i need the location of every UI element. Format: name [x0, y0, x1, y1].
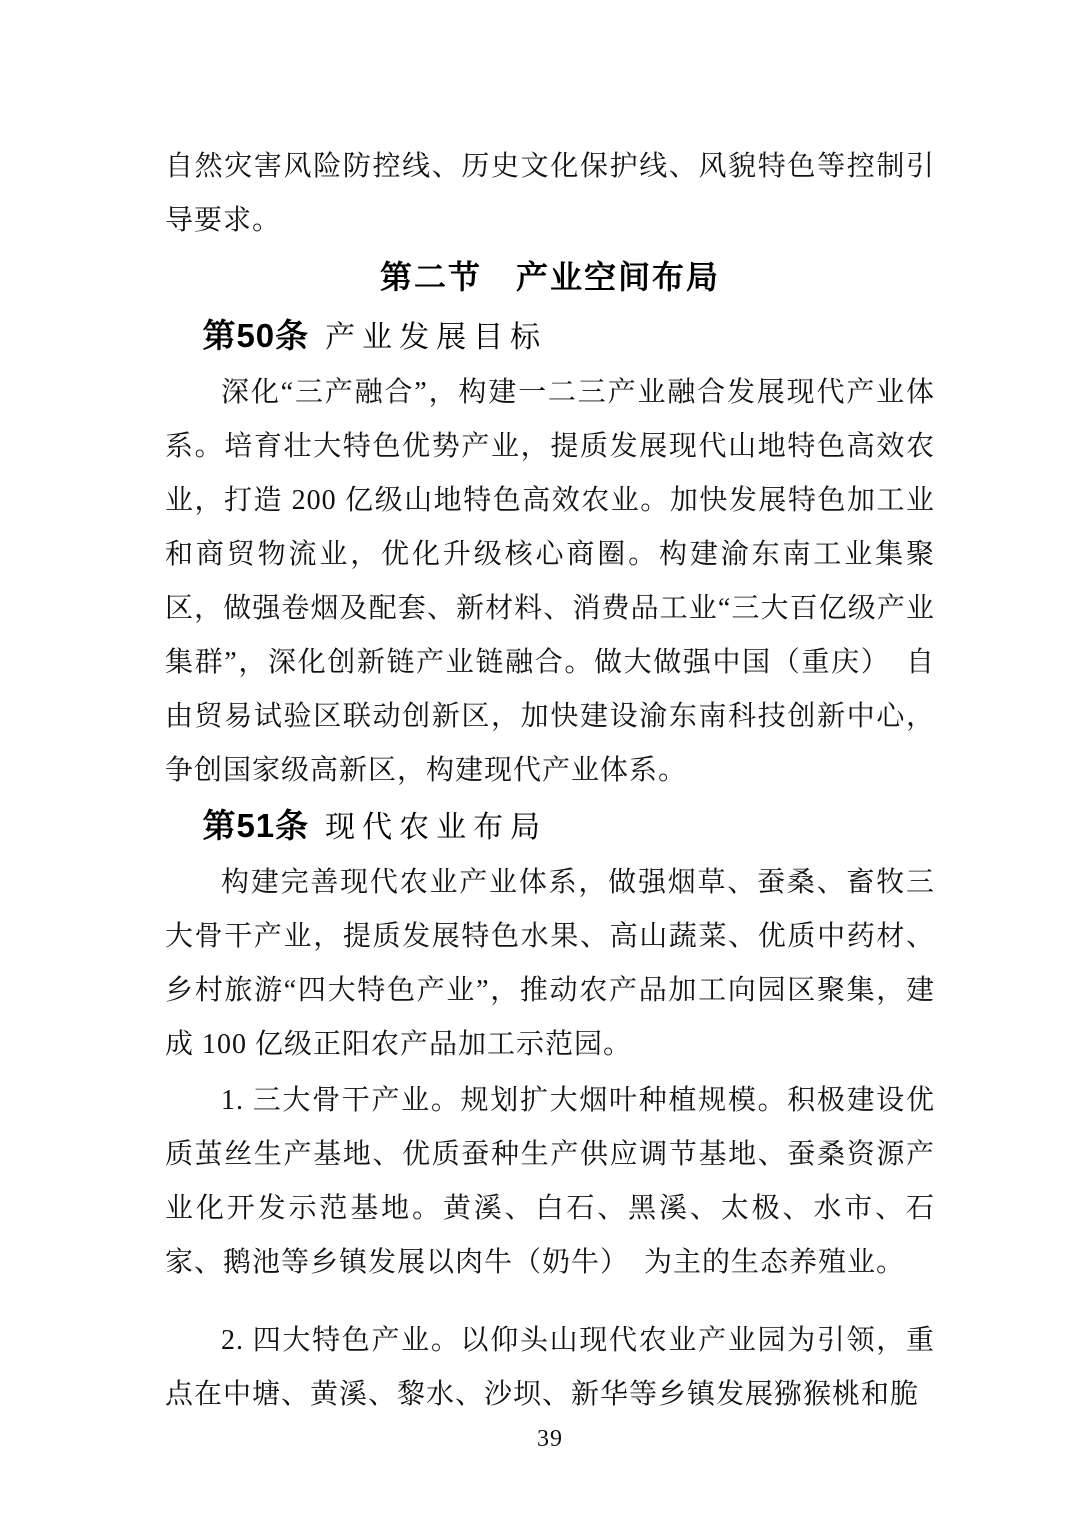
- article-51-heading: [165, 802, 935, 856]
- article-51-paragraph: 构建完善现代农业产业体系，做强烟草、蚕桑、畜牧三大骨干产业，提质发展特色水果、高山蔬菜、优质中药材、乡村旅游“四大特色产业”，推动农产品加工向园区聚集，建成 100 亿级正阳农产品加工示范园。: [165, 867, 935, 1060]
- list-item-2: 2. 四大特色产业。以仰头山现代农业产业园为引领，重点在中塘、黄溪、黎水、沙坝、新华等乡镇发展猕猴桃和脆: [165, 1325, 935, 1410]
- article-50-title: 产业发展目标: [325, 321, 548, 354]
- list-item-1: 1. 三大骨干产业。规划扩大烟叶种植规模。积极建设优质茧丝生产基地、优质蚕种生产供应调节基地、蚕桑资源产业化开发示范基地。黄溪、白石、黑溪、太极、水市、石家、鹅池等乡镇发展以肉牛（奶牛） 为主的生态养殖业。: [165, 1085, 935, 1278]
- page-number: 39: [537, 1426, 563, 1452]
- article-50-number: 第50条: [202, 317, 310, 354]
- article-51-number: 第51条: [202, 807, 310, 844]
- section-heading: 第二节 产业空间布局: [379, 259, 720, 295]
- article-51-title: 现代农业布局: [325, 811, 548, 844]
- article-50-paragraph: 深化“三产融合”，构建一二三产业融合发展现代产业体系。培育壮大特色优势产业，提质发展现代山地特色高效农业，打造 200 亿级山地特色高效农业。加快发展特色加工业和商贸物流业，优化升级核心商圈。构建渝东南工业集聚区，做强卷烟及配套、新材料、消费品工业“三大百亿级产业集群”，深化创新链产业链融合。做大做强中国（重庆） 自由贸易试验区联动创新区，加快建设渝东南科技创新中心，争创国家级高新区，构建现代产业体系。: [165, 377, 935, 786]
- intro-paragraph: 自然灾害风险防控线、历史文化保护线、风貌特色等控制引导要求。: [165, 151, 935, 236]
- article-50-heading: [165, 312, 935, 366]
